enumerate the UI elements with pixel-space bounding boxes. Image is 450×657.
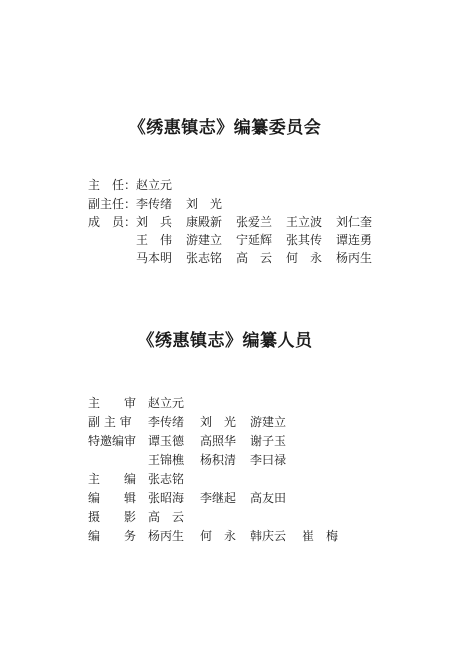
member-name: 康殿新 <box>186 215 223 229</box>
staff-name: 王锦樵 <box>148 453 185 467</box>
member-name: 张爱兰 <box>236 215 273 229</box>
member-name: 何 永 <box>286 251 323 265</box>
member-name: 刘仁奎 <box>336 215 373 229</box>
member-name: 张其传 <box>286 233 323 247</box>
director-name: 赵立元 <box>136 178 173 192</box>
staff-name: 张志铭 <box>148 472 185 486</box>
member-name: 高 云 <box>236 251 273 265</box>
staff-name: 高 云 <box>148 510 185 524</box>
staff-name: 李继起 <box>200 491 237 505</box>
staff-name: 刘 光 <box>200 415 237 429</box>
deputy-name: 刘 光 <box>186 197 223 211</box>
staff-name: 杨积清 <box>200 453 237 467</box>
staff-title: 《绣惠镇志》编纂人员 <box>137 331 313 351</box>
staff-name: 张昭海 <box>148 491 185 505</box>
member-name: 王立波 <box>286 215 323 229</box>
staff-name: 李曰禄 <box>250 453 287 467</box>
staff-role: 编 务 <box>88 529 137 543</box>
staff-name: 何 永 <box>200 529 237 543</box>
staff-name: 韩庆云 <box>250 529 287 543</box>
member-name: 刘 兵 <box>136 215 173 229</box>
member-name: 杨丙生 <box>336 251 373 265</box>
director-label: 主 任： <box>88 178 137 192</box>
staff-name: 谢子玉 <box>250 434 287 448</box>
deputy-label: 副主任： <box>88 197 137 211</box>
staff-name: 高友田 <box>250 491 287 505</box>
member-name: 宁延辉 <box>236 233 273 247</box>
staff-role: 副 主 审 <box>88 415 132 429</box>
staff-role: 特邀编审 <box>88 434 137 448</box>
staff-role: 主 审 <box>88 396 137 410</box>
staff-role: 主 编 <box>88 472 137 486</box>
staff-name: 游建立 <box>250 415 287 429</box>
staff-name: 高照华 <box>200 434 237 448</box>
staff-name: 崔 梅 <box>302 529 339 543</box>
members-label: 成 员： <box>88 215 137 229</box>
deputy-name: 李传绪 <box>136 197 173 211</box>
staff-name: 杨丙生 <box>148 529 185 543</box>
staff-name: 谭玉德 <box>148 434 185 448</box>
committee-title: 《绣惠镇志》编纂委员会 <box>128 118 322 138</box>
staff-name: 李传绪 <box>148 415 185 429</box>
member-name: 谭连勇 <box>336 233 373 247</box>
staff-name: 赵立元 <box>148 396 185 410</box>
member-name: 游建立 <box>186 233 223 247</box>
member-name: 马本明 <box>136 251 173 265</box>
staff-role: 编 辑 <box>88 491 137 505</box>
staff-role: 摄 影 <box>88 510 137 524</box>
member-name: 张志铭 <box>186 251 223 265</box>
member-name: 王 伟 <box>136 233 173 247</box>
